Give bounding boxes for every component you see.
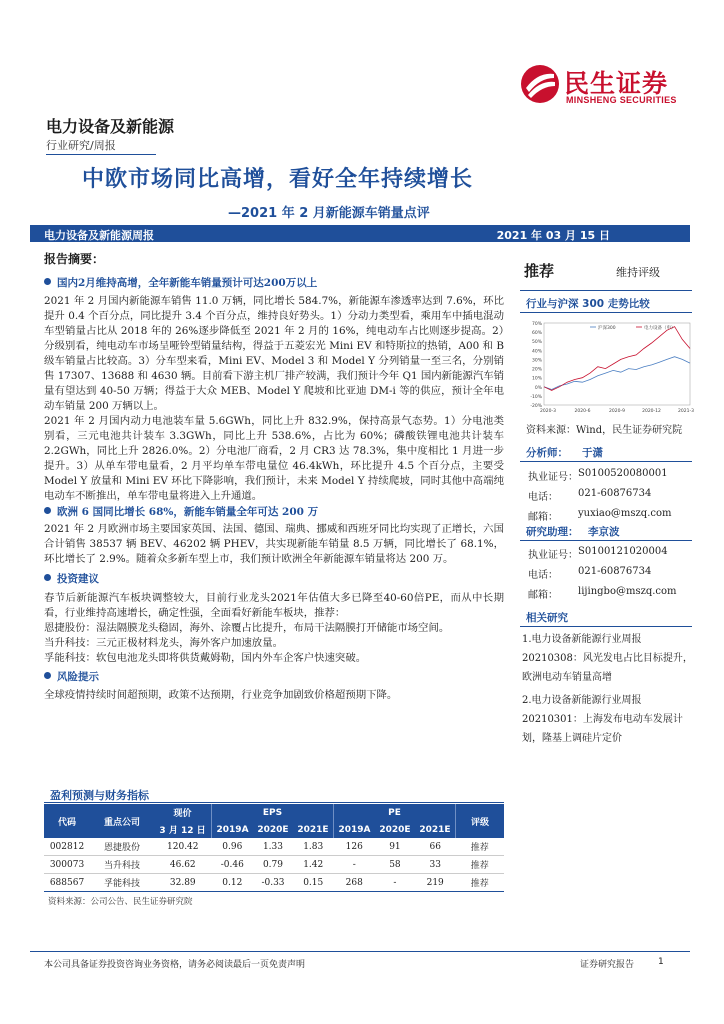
cell: 002812 bbox=[49, 841, 85, 852]
analyst-name: 于潇 bbox=[582, 447, 603, 459]
logo-cn: 民生证券 bbox=[564, 69, 669, 98]
bullet-icon bbox=[44, 278, 51, 285]
info-key: 执业证号： bbox=[528, 472, 578, 483]
footer-rule bbox=[30, 951, 690, 952]
related-heading-row bbox=[520, 610, 692, 627]
related-list bbox=[522, 630, 694, 748]
cell: -0.46 bbox=[220, 859, 244, 870]
table-title-rule bbox=[44, 802, 504, 803]
paragraph: 2021 年 2 月国内新能源车销售 11.0 万辆，同比增长 584.7%，新能源车渗透率达到 7.6%，环比提升 0.4 个百分点，同比提升 3.4 个百分点，维持良好势头。1）分动力类型看，乘用车中插电混动车型销量占比从 2018 年的 26%逐步降低至 2021 年 2 月的 16%，纯电动车占比则逐步提高。2）分级别看，纯电动车市场呈哑铃型销量结构，得益于五菱宏光 Mini EV 和特斯拉的热销，A00 和 B 级车销量占比较高。3）分车型来看，Mini EV、Model 3 和 Model Y 分列销量一至三名，分别销售 17307、13688 和 4630 辆。目前看下游主机厂排产较满，我们预计今年 Q1 国内新能源汽车销量有望达到 40-50 万辆；得益于大众 MEB、Model Y 爬坡和比亚迪 DM-i 等的供应，预计全年电动车销量 200 万辆以上。 bbox=[44, 295, 504, 412]
logo-en: MINSHENG SECURITIES bbox=[566, 95, 677, 105]
logo bbox=[520, 60, 700, 114]
cell: 33 bbox=[429, 859, 441, 870]
th-year: 2021E bbox=[293, 821, 334, 838]
info-value[interactable]: yuxiao@mszq.com bbox=[578, 508, 672, 519]
cell: 0.12 bbox=[222, 877, 243, 888]
cell: 0.79 bbox=[262, 859, 283, 870]
main-title: 中欧市场同比高增，看好全年持续增长 bbox=[82, 167, 474, 192]
th-rating: 评级 bbox=[456, 804, 505, 838]
y-tick-label: 30% bbox=[531, 358, 542, 364]
assistant-heading-row bbox=[520, 524, 692, 541]
y-tick-label: 10% bbox=[531, 376, 542, 382]
cell: 1.33 bbox=[262, 841, 283, 852]
summary-label: 报告摘要： bbox=[44, 252, 105, 266]
footer-right: 证券研究报告 bbox=[580, 960, 635, 970]
related-item[interactable]: 2.电力设备新能源行业周报 20210301：上海发布电动车发展计划，隆基上调硅片定价 bbox=[522, 695, 683, 744]
chart-title: 行业与沪深 300 走势比较 bbox=[526, 298, 650, 310]
info-value: S0100121020004 bbox=[578, 546, 668, 557]
cell: 32.89 bbox=[169, 877, 196, 888]
cell: 58 bbox=[389, 859, 401, 870]
y-tick-label: -10% bbox=[530, 394, 542, 400]
legend-label: 电力设备（申） bbox=[644, 326, 676, 331]
paragraph: 恩捷股份：湿法隔膜龙头稳固，海外、涂覆占比提升，布局干法隔膜打开储能市场空间。 bbox=[44, 622, 450, 634]
cell: 1.42 bbox=[303, 859, 324, 870]
section-heading: 风险提示 bbox=[44, 670, 504, 685]
x-tick-label: 2020-9 bbox=[609, 409, 625, 414]
section-heading: 投资建议 bbox=[44, 572, 504, 587]
page-number: 1 bbox=[658, 957, 664, 967]
rating-note: 维持评级 bbox=[616, 266, 660, 279]
y-tick-label: 0% bbox=[534, 385, 542, 391]
sub-title: —2021 年 2 月新能源车销量点评 bbox=[228, 206, 430, 221]
chart-rule bbox=[520, 312, 692, 313]
x-tick-label: 2021-3 bbox=[678, 409, 694, 414]
band-date: 2021 年 03 月 15 日 bbox=[496, 229, 610, 242]
cell: 0.96 bbox=[222, 841, 243, 852]
y-tick-label: -20% bbox=[530, 404, 542, 409]
th-year: 2020E bbox=[253, 821, 293, 838]
cell: - bbox=[352, 859, 356, 870]
x-tick-label: 2020-12 bbox=[642, 409, 661, 414]
th-year: 2021E bbox=[415, 821, 456, 838]
cell: 恩捷股份 bbox=[103, 843, 140, 853]
cell: 推荐 bbox=[470, 861, 489, 871]
related-heading: 相关研究 bbox=[526, 612, 568, 624]
footer-disclaimer[interactable]: 本公司具备证券投资咨询业务资格，请务必阅读最后一页免责声明 bbox=[44, 960, 306, 970]
cell: -0.33 bbox=[261, 877, 285, 888]
financial-table bbox=[44, 804, 504, 892]
section-heading: 国内2月维持高增，全年新能车销量预计可达200万以上 bbox=[44, 276, 504, 291]
summary-body bbox=[44, 276, 504, 703]
cell: 推荐 bbox=[470, 879, 489, 889]
info-value: 021-60876734 bbox=[578, 566, 652, 577]
paragraph: 全球疫情持续时间超预期，政策不达预期，行业竞争加剧致价格超预期下降。 bbox=[44, 689, 398, 701]
cell: 268 bbox=[345, 877, 363, 888]
info-key: 电话： bbox=[528, 570, 558, 581]
logo-mark-icon bbox=[520, 62, 560, 106]
cell: 当升科技 bbox=[103, 861, 140, 871]
cell: 孚能科技 bbox=[103, 879, 140, 889]
assistant-name: 李京波 bbox=[588, 526, 620, 538]
cell: 688567 bbox=[49, 877, 85, 888]
bullet-icon bbox=[44, 574, 51, 581]
info-value: 021-60876734 bbox=[578, 488, 652, 499]
cell: 300073 bbox=[49, 859, 85, 870]
cell: 91 bbox=[389, 841, 401, 852]
rating-box bbox=[520, 258, 692, 291]
trend-chart bbox=[522, 315, 694, 415]
chart-source: 资料来源：Wind，民生证券研究院 bbox=[526, 425, 683, 436]
th-eps: EPS bbox=[212, 804, 334, 821]
legend-label: 沪深300 bbox=[598, 326, 616, 331]
analyst-info bbox=[528, 468, 688, 528]
y-tick-label: 60% bbox=[531, 331, 542, 337]
th-year: 2019A bbox=[334, 821, 375, 838]
cell: 推荐 bbox=[470, 843, 489, 853]
info-key: 邮箱： bbox=[528, 512, 558, 523]
table-source: 资料来源：公司公告、民生证券研究院 bbox=[48, 897, 193, 907]
table-row bbox=[44, 874, 504, 892]
x-tick-label: 2020-6 bbox=[574, 409, 591, 414]
info-value[interactable]: lijingbo@mszq.com bbox=[578, 586, 677, 597]
th-year: 2020E bbox=[375, 821, 415, 838]
band-left: 电力设备及新能源周报 bbox=[44, 229, 154, 242]
header-rule bbox=[46, 154, 156, 155]
cell: 219 bbox=[426, 877, 444, 888]
related-item[interactable]: 1.电力设备新能源行业周报 20210308：风光发电占比目标提升，欧洲电动车销量高增 bbox=[522, 634, 693, 683]
cell: 120.42 bbox=[167, 841, 199, 852]
table-row bbox=[44, 838, 504, 856]
x-tick-label: 2020-3 bbox=[540, 409, 556, 414]
cell: 66 bbox=[429, 841, 441, 852]
cell: 126 bbox=[345, 841, 363, 852]
y-tick-label: 40% bbox=[531, 349, 542, 355]
analyst-heading: 分析师： bbox=[526, 447, 568, 459]
info-key: 电话： bbox=[528, 492, 558, 503]
paragraph: 春节后新能源汽车板块调整较大，目前行业龙头2021年估值大多已降至40-60倍PE，而从中长期看，行业维持高速增长，确定性强，全面看好新能车板块，推荐： bbox=[44, 592, 504, 619]
info-value: S0100520080001 bbox=[578, 468, 668, 479]
info-key: 邮箱： bbox=[528, 590, 558, 601]
bullet-icon bbox=[44, 507, 51, 514]
th-price: 现价 bbox=[154, 804, 212, 821]
paragraph: 2021 年 2 月欧洲市场主要国家英国、法国、德国、瑞典、挪威和西班牙同比均实现了正增长，六国合计销售 38537 辆 BEV、46202 辆 PHEV，共实现新能车销量 8.5 万辆，同比增长了 68.1%，环比增长了 2.9%。随着众多新车型上市，我们预计欧洲全年新能源车销量将达 200 万。 bbox=[44, 523, 504, 565]
th-price-date: 3 月 12 日 bbox=[154, 821, 212, 838]
cell: - bbox=[393, 877, 397, 888]
y-tick-label: 70% bbox=[531, 322, 542, 327]
cell: 1.83 bbox=[303, 841, 324, 852]
paragraph: 2021 年 2 月国内动力电池装车量 5.6GWh，同比上升 832.9%，保持高景气态势。1）分电池类别看，三元电池共计装车 3.3GWh，同比上升 538.6%，占比为 60%；磷酸铁锂电池共计装车 2.2GWh，同比上升 2826.0%。2）分电池厂商看，2 月 CR3 达 78.3%，集中度相比 1 月进一步提升。3）从单车带电量看，2 月平均单车带电量位 46.4kWh，环比提升 4.5 个百分点，主要受 Model Y 放量和 Mini EV 环比下降影响，我们预计，未来 Model Y 持续爬坡，同时其他中高端纯电动车不断推出，单车带电量将进入上升通道。 bbox=[44, 415, 504, 502]
assistant-heading: 研究助理： bbox=[526, 526, 579, 538]
series-line bbox=[544, 327, 690, 391]
plot-frame bbox=[544, 323, 690, 405]
th-year: 2019A bbox=[212, 821, 253, 838]
assistant-info bbox=[528, 546, 688, 606]
th-company: 重点公司 bbox=[90, 804, 154, 838]
info-key: 执业证号： bbox=[528, 550, 578, 561]
header-band bbox=[30, 225, 690, 242]
bullet-icon bbox=[44, 672, 51, 679]
cell: 46.62 bbox=[169, 859, 196, 870]
y-tick-label: 50% bbox=[531, 340, 542, 346]
paragraph: 当升科技：三元正极材料龙头，海外客户加速放量。 bbox=[44, 637, 283, 649]
y-tick-label: 20% bbox=[531, 367, 542, 373]
table-row bbox=[44, 856, 504, 874]
th-code: 代码 bbox=[44, 804, 90, 838]
section-heading: 欧洲 6 国同比增长 68%，新能车销量全年可达 200 万 bbox=[44, 505, 504, 520]
table-title: 盈利预测与财务指标 bbox=[50, 789, 149, 802]
sector-title: 电力设备及新能源 bbox=[46, 117, 175, 136]
paragraph: 孚能科技：软包电池龙头即将供货戴姆勒，国内外车企客户快速突破。 bbox=[44, 652, 367, 664]
th-pe: PE bbox=[334, 804, 456, 821]
analyst-heading-row bbox=[520, 445, 692, 462]
rating-label: 推荐 bbox=[524, 262, 555, 280]
report-type: 行业研究/周报 bbox=[46, 139, 116, 152]
cell: 0.15 bbox=[303, 877, 324, 888]
